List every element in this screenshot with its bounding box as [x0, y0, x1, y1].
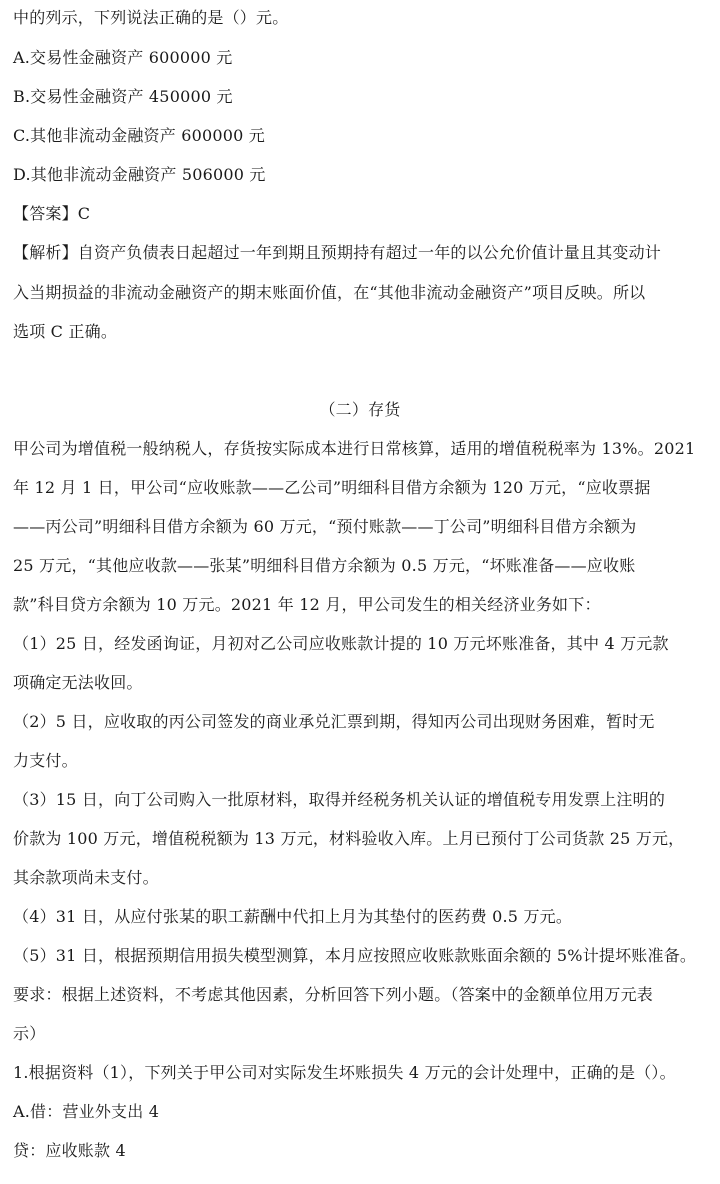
case-paragraph-line-3: ——丙公司”明细科目借方余额为 60 万元，“预付账款——丁公司”明细科目借方余额为: [13, 517, 637, 536]
item-5: （5）31 日，根据预期信用损失模型测算，本月应按照应收账款账面余额的 5%计提坏账准备。: [13, 946, 697, 965]
question-stem-tail: 中的列示，下列说法正确的是（）元。: [13, 8, 289, 27]
section-heading: （二）存货: [319, 400, 401, 419]
analysis-line-2: 入当期损益的非流动金融资产的期末账面价值，在“其他非流动金融资产”项目反映。所以: [13, 283, 646, 302]
case-paragraph-line-5: 款”科目贷方余额为 10 万元。2021 年 12 月，甲公司发生的相关经济业务如下：: [13, 595, 601, 614]
answer-line: 【答案】C: [13, 204, 91, 223]
item-2-line-2: 力支付。: [13, 751, 78, 770]
item-4: （4）31 日，从应付张某的职工薪酬中代扣上月为其垫付的医药费 0.5 万元。: [13, 907, 573, 926]
case-paragraph-line-4: 25 万元，“其他应收款——张某”明细科目借方余额为 0.5 万元，“坏账准备——应收账: [13, 556, 636, 575]
item-3-line-3: 其余款项尚未支付。: [13, 868, 159, 887]
item-1-line-2: 项确定无法收回。: [13, 673, 143, 692]
item-2-line-1: （2）5 日，应收取的丙公司签发的商业承兑汇票到期，得知丙公司出现财务困难，暂时无: [13, 712, 655, 731]
option-d: D.其他非流动金融资产 506000 元: [13, 165, 266, 184]
requirement-line-2: 示）: [13, 1024, 46, 1043]
requirement-line-1: 要求：根据上述资料，不考虑其他因素，分析回答下列小题。（答案中的金额单位用万元表: [13, 985, 654, 1004]
case-paragraph-line-2: 年 12 月 1 日，甲公司“应收账款——乙公司”明细科目借方余额为 120 万元，“应收票据: [13, 478, 651, 497]
option-b: B.交易性金融资产 450000 元: [13, 87, 233, 106]
option-c: C.其他非流动金融资产 600000 元: [13, 126, 266, 145]
case-paragraph-line-1: 甲公司为增值税一般纳税人，存货按实际成本进行日常核算，适用的增值税税率为 13%。2021: [13, 439, 696, 458]
analysis-line-1: 【解析】自资产负债表日起超过一年到期且预期持有超过一年的以公允价值计量且其变动计: [13, 243, 662, 262]
option-a: A.交易性金融资产 600000 元: [13, 48, 233, 67]
item-1-line-1: （1）25 日，经发函询证，月初对乙公司应收账款计提的 10 万元坏账准备，其中 4 万元款: [13, 634, 669, 653]
question-1-option-a-credit: 贷：应收账款 4: [13, 1141, 126, 1160]
item-3-line-2: 价款为 100 万元，增值税税额为 13 万元，材料验收入库。上月已预付丁公司货款 25 万元，: [13, 829, 685, 848]
question-1-option-a-debit: A.借：营业外支出 4: [13, 1102, 160, 1121]
question-1: 1.根据资料（1），下列关于甲公司对实际发生坏账损失 4 万元的会计处理中，正确的是（）。: [13, 1063, 676, 1082]
analysis-line-3: 选项 C 正确。: [13, 322, 118, 341]
item-3-line-1: （3）15 日，向丁公司购入一批原材料，取得并经税务机关认证的增值税专用发票上注明的: [13, 790, 666, 809]
